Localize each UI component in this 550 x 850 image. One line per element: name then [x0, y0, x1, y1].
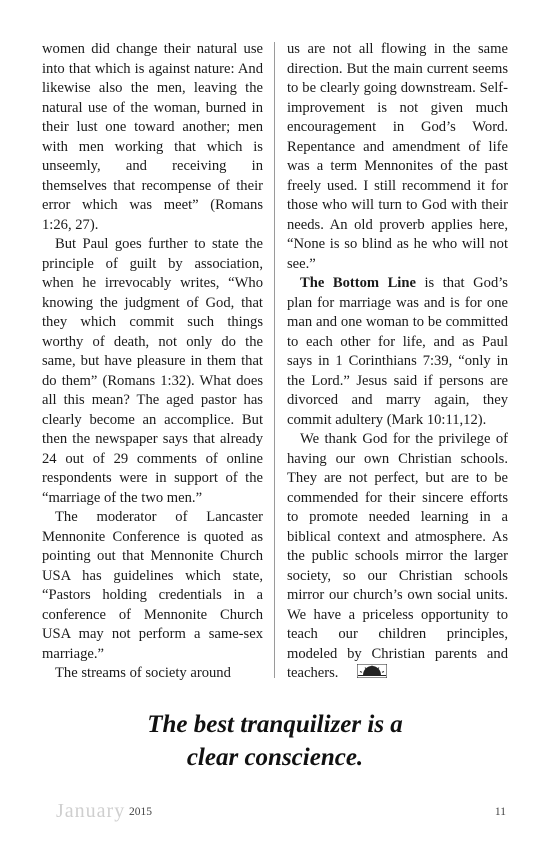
- paragraph: The moderator of Lancaster Mennonite Conference is quoted as pointing out that Mennonite Church USA has guidelines which state, “Pastors holding credentials in a conference of Mennonite Church USA may not perform a same-sex marriage.”: [42, 509, 263, 662]
- paragraph: us are not all flowing in the same direction. But the main current seems to be clearly going downstream. Self-improvement is not given much encouragement in God’s Word. Repentance and amendment of life was a term Mennonites of the past freely used. I still recommend it for those who will turn to God with their needs. An old proverb applies here, “None is so blind as he who will not see.”: [287, 41, 508, 272]
- paragraph-text: is that God’s plan for marriage was and is for one man and one woman to be committed to each other for life, and as Paul says in 1 Corinthians 7:39, “only in the Lord.” Jesus said if persons are divorced and marry again, they commit adultery (Mark 10:11,12).: [287, 275, 508, 428]
- paragraph: [287, 430, 508, 684]
- right-column: [287, 40, 508, 684]
- paragraph: But Paul goes further to state the principle of guilt by association, when he irrevocably writes, “Who knowing the judgment of God, that they which commit such things worthy of death, not only do the same, but have pleasure in them that do them” (Romans 1:32). What does all this mean? The aged pastor has clearly become an accomplice. But then the newspaper says that already 24 out of 29 comments of online respondents were in support of the “marriage of the two men.”: [42, 236, 263, 506]
- sunrise-icon: [344, 664, 374, 678]
- section-lead: The Bottom Line: [300, 275, 416, 291]
- page-number: 11: [494, 806, 506, 818]
- left-column: [42, 40, 263, 684]
- paragraph: [287, 274, 508, 430]
- pull-quote: [0, 708, 550, 774]
- pull-quote-line: clear conscience.: [186, 744, 364, 771]
- paragraph-text: We thank God for the privilege of having our own Christian schools. They are not perfect, but are to be commended for their sincere efforts to promote needed learning in a biblical context and atmosphere. As the public schools mirror the larger society, so our Christian schools mirror our church’s own social units. We have a priceless opportunity to teach our children principles, modeled by Christian parents and teachers.: [287, 431, 508, 681]
- paragraph: The streams of society around: [55, 665, 231, 681]
- footer-month: January: [56, 800, 126, 822]
- pull-quote-line: The best tranquilizer is a: [147, 711, 403, 738]
- paragraph: women did change their natural use into that which is against nature: And likewise also the men, leaving the natural use of the woman, burned in their lust one toward another; men with men working that which is unseemly, and receiving in themselves that recompense of their error which was meet” (Romans 1:26, 27).: [42, 41, 263, 233]
- column-divider: [274, 42, 275, 678]
- footer-year: 2015: [129, 806, 152, 818]
